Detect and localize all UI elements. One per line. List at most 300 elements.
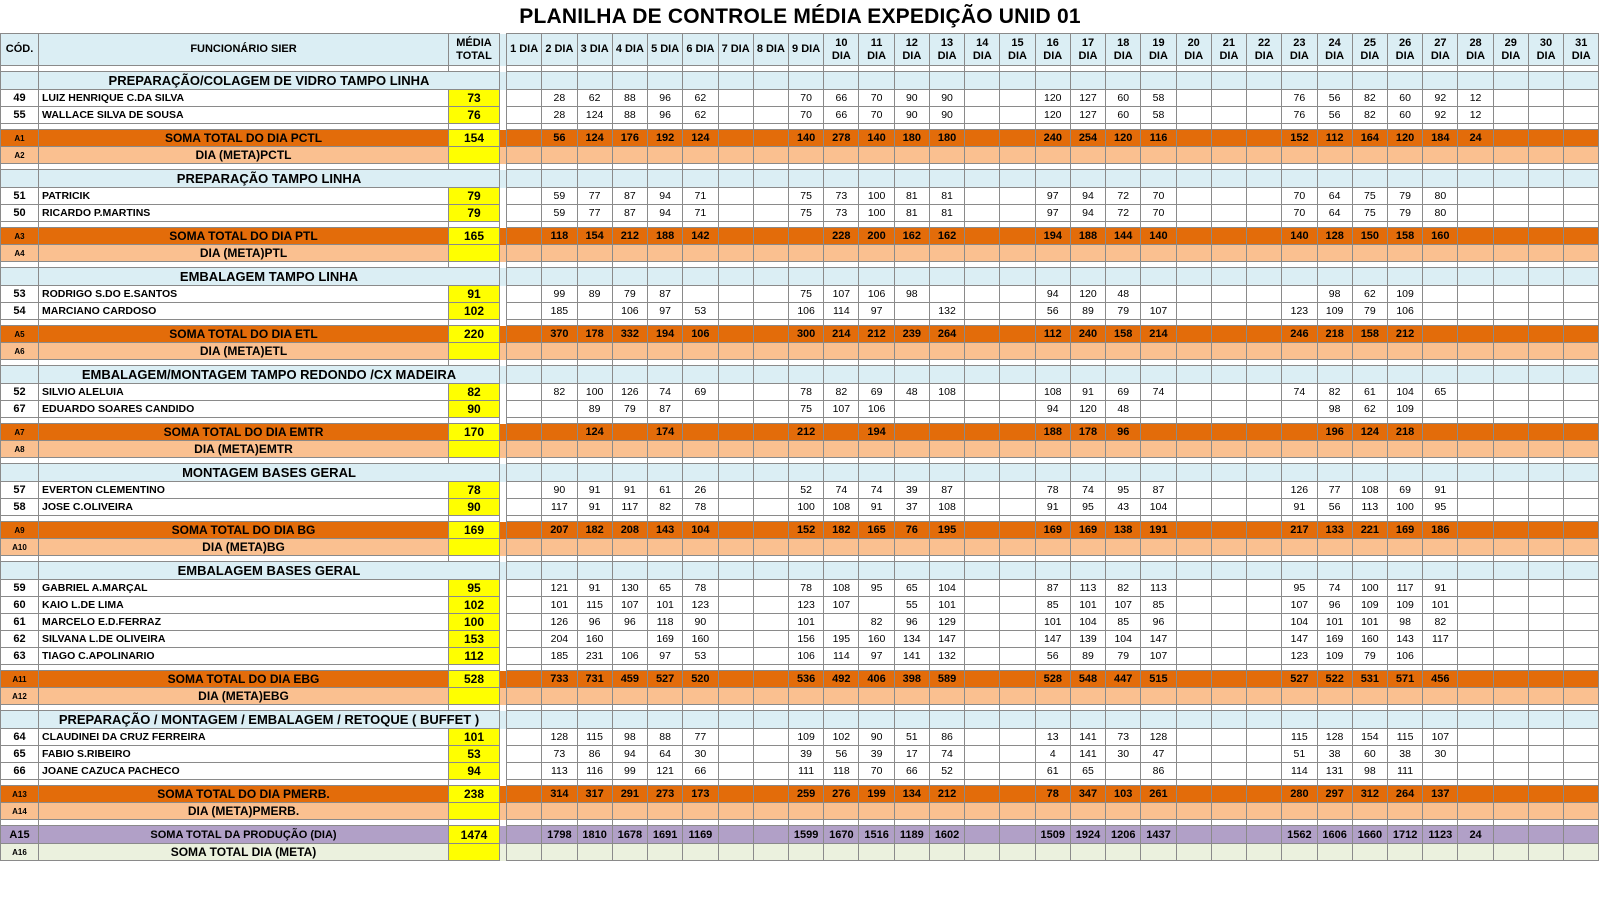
employee-day-17[interactable]: 101 (1070, 597, 1105, 614)
employee-day-27[interactable]: 65 (1423, 384, 1458, 401)
employee-day-11[interactable]: 100 (859, 188, 894, 205)
sum-total-day-28[interactable] (1458, 786, 1493, 803)
employee-day-22[interactable] (1247, 188, 1282, 205)
employee-day-25[interactable]: 60 (1352, 746, 1387, 763)
sum-total-label[interactable]: SOMA TOTAL DO DIA ETL (39, 326, 449, 343)
employee-day-27[interactable]: 107 (1423, 729, 1458, 746)
meta-day-day-6[interactable] (683, 441, 718, 458)
employee-day-19[interactable]: 147 (1141, 631, 1176, 648)
sum-total-day-2[interactable] (542, 424, 577, 441)
sum-total-day-20[interactable] (1176, 228, 1211, 245)
employee-day-27[interactable] (1423, 303, 1458, 320)
sum-total-cod[interactable]: A13 (1, 786, 39, 803)
sum-total-day-8[interactable] (753, 228, 788, 245)
employee-day-6[interactable]: 66 (683, 763, 718, 780)
meta-day-label[interactable]: DIA (META)EMTR (39, 441, 449, 458)
sum-total-day-13[interactable]: 264 (929, 326, 964, 343)
sum-total-day-19[interactable]: 116 (1141, 130, 1176, 147)
sum-total-day-27[interactable]: 184 (1423, 130, 1458, 147)
meta-day-day-3[interactable] (577, 803, 612, 820)
employee-day-28[interactable] (1458, 499, 1493, 516)
employee-day-12[interactable]: 55 (894, 597, 929, 614)
employee-day-8[interactable] (753, 401, 788, 418)
employee-day-12[interactable]: 48 (894, 384, 929, 401)
employee-day-14[interactable] (965, 729, 1000, 746)
sum-total-day-27[interactable] (1423, 326, 1458, 343)
employee-day-18[interactable]: 82 (1106, 580, 1141, 597)
meta-total-day-24[interactable] (1317, 844, 1352, 861)
employee-day-3[interactable]: 91 (577, 580, 612, 597)
employee-day-8[interactable] (753, 729, 788, 746)
sum-total-day-7[interactable] (718, 326, 753, 343)
employee-day-14[interactable] (965, 205, 1000, 222)
employee-day-4[interactable]: 94 (612, 746, 647, 763)
sum-total-day-25[interactable]: 221 (1352, 522, 1387, 539)
employee-day-31[interactable] (1564, 729, 1599, 746)
employee-day-26[interactable]: 106 (1387, 303, 1422, 320)
meta-day-day-1[interactable] (507, 539, 542, 556)
sum-total-day-4[interactable]: 212 (612, 228, 647, 245)
employee-day-25[interactable]: 100 (1352, 580, 1387, 597)
employee-day-6[interactable]: 62 (683, 90, 718, 107)
meta-day-day-9[interactable] (789, 688, 824, 705)
meta-day-day-24[interactable] (1317, 539, 1352, 556)
sum-total-day-11[interactable]: 200 (859, 228, 894, 245)
employee-day-1[interactable] (507, 614, 542, 631)
meta-day-day-16[interactable] (1035, 539, 1070, 556)
employee-day-28[interactable] (1458, 384, 1493, 401)
employee-day-16[interactable]: 4 (1035, 746, 1070, 763)
production-total-day-23[interactable]: 1562 (1282, 826, 1317, 844)
employee-day-6[interactable]: 78 (683, 499, 718, 516)
employee-day-10[interactable]: 195 (824, 631, 859, 648)
meta-total-day-3[interactable] (577, 844, 612, 861)
meta-day-day-4[interactable] (612, 245, 647, 262)
sum-total-day-17[interactable]: 188 (1070, 228, 1105, 245)
employee-day-12[interactable]: 134 (894, 631, 929, 648)
employee-day-11[interactable]: 90 (859, 729, 894, 746)
employee-day-2[interactable] (542, 401, 577, 418)
employee-day-21[interactable] (1211, 107, 1246, 124)
employee-day-10[interactable]: 114 (824, 303, 859, 320)
employee-day-22[interactable] (1247, 205, 1282, 222)
meta-day-day-27[interactable] (1423, 688, 1458, 705)
meta-day-day-5[interactable] (648, 803, 683, 820)
meta-day-day-30[interactable] (1528, 688, 1563, 705)
employee-day-10[interactable]: 107 (824, 597, 859, 614)
employee-day-2[interactable]: 73 (542, 746, 577, 763)
sum-total-day-2[interactable]: 733 (542, 671, 577, 688)
employee-day-24[interactable]: 109 (1317, 303, 1352, 320)
sum-total-day-24[interactable]: 522 (1317, 671, 1352, 688)
employee-day-6[interactable]: 30 (683, 746, 718, 763)
sum-total-day-23[interactable]: 527 (1282, 671, 1317, 688)
sum-total-day-31[interactable] (1564, 130, 1599, 147)
employee-day-14[interactable] (965, 482, 1000, 499)
meta-day-day-2[interactable] (542, 803, 577, 820)
employee-media-total[interactable]: 102 (449, 597, 500, 614)
employee-day-2[interactable]: 59 (542, 205, 577, 222)
production-total-day-14[interactable] (965, 826, 1000, 844)
employee-day-13[interactable]: 81 (929, 205, 964, 222)
sum-total-day-18[interactable]: 103 (1106, 786, 1141, 803)
employee-day-16[interactable]: 97 (1035, 205, 1070, 222)
meta-day-day-9[interactable] (789, 803, 824, 820)
employee-day-31[interactable] (1564, 631, 1599, 648)
meta-day-day-20[interactable] (1176, 343, 1211, 360)
sum-total-day-7[interactable] (718, 130, 753, 147)
employee-day-11[interactable]: 91 (859, 499, 894, 516)
employee-day-29[interactable] (1493, 384, 1528, 401)
employee-day-4[interactable]: 87 (612, 205, 647, 222)
employee-day-10[interactable]: 107 (824, 401, 859, 418)
meta-day-day-7[interactable] (718, 688, 753, 705)
employee-day-11[interactable]: 82 (859, 614, 894, 631)
sum-total-day-4[interactable]: 291 (612, 786, 647, 803)
employee-cod[interactable]: 49 (1, 90, 39, 107)
employee-day-14[interactable] (965, 597, 1000, 614)
meta-day-cod[interactable]: A2 (1, 147, 39, 164)
production-total-day-7[interactable] (718, 826, 753, 844)
employee-day-18[interactable]: 48 (1106, 286, 1141, 303)
sum-total-day-17[interactable]: 178 (1070, 424, 1105, 441)
sum-total-day-23[interactable] (1282, 424, 1317, 441)
employee-day-6[interactable]: 53 (683, 648, 718, 665)
employee-day-8[interactable] (753, 648, 788, 665)
sum-total-day-31[interactable] (1564, 326, 1599, 343)
production-total-day-30[interactable] (1528, 826, 1563, 844)
employee-day-10[interactable]: 108 (824, 580, 859, 597)
employee-day-31[interactable] (1564, 286, 1599, 303)
employee-day-24[interactable]: 101 (1317, 614, 1352, 631)
employee-day-21[interactable] (1211, 580, 1246, 597)
meta-day-day-14[interactable] (965, 539, 1000, 556)
employee-name[interactable]: CLAUDINEI DA CRUZ FERREIRA (39, 729, 449, 746)
employee-cod[interactable]: 60 (1, 597, 39, 614)
meta-day-cod[interactable]: A4 (1, 245, 39, 262)
meta-day-day-23[interactable] (1282, 803, 1317, 820)
employee-day-25[interactable]: 98 (1352, 763, 1387, 780)
employee-day-31[interactable] (1564, 107, 1599, 124)
meta-day-day-8[interactable] (753, 343, 788, 360)
sum-total-day-5[interactable]: 143 (648, 522, 683, 539)
sum-total-day-26[interactable]: 264 (1387, 786, 1422, 803)
production-total-day-19[interactable]: 1437 (1141, 826, 1176, 844)
employee-cod[interactable]: 53 (1, 286, 39, 303)
sum-total-day-30[interactable] (1528, 424, 1563, 441)
employee-day-19[interactable]: 96 (1141, 614, 1176, 631)
meta-day-day-16[interactable] (1035, 803, 1070, 820)
meta-total-day-21[interactable] (1211, 844, 1246, 861)
employee-day-16[interactable]: 85 (1035, 597, 1070, 614)
employee-day-14[interactable] (965, 401, 1000, 418)
meta-day-day-23[interactable] (1282, 688, 1317, 705)
employee-day-19[interactable]: 104 (1141, 499, 1176, 516)
employee-day-10[interactable] (824, 614, 859, 631)
employee-day-23[interactable]: 91 (1282, 499, 1317, 516)
employee-day-10[interactable]: 56 (824, 746, 859, 763)
meta-day-day-4[interactable] (612, 441, 647, 458)
sum-total-day-31[interactable] (1564, 786, 1599, 803)
employee-cod[interactable]: 63 (1, 648, 39, 665)
employee-day-31[interactable] (1564, 746, 1599, 763)
employee-name[interactable]: MARCELO E.D.FERRAZ (39, 614, 449, 631)
employee-day-5[interactable]: 96 (648, 90, 683, 107)
sum-total-day-29[interactable] (1493, 228, 1528, 245)
employee-day-3[interactable]: 160 (577, 631, 612, 648)
meta-day-day-6[interactable] (683, 688, 718, 705)
employee-day-3[interactable]: 115 (577, 729, 612, 746)
employee-day-13[interactable] (929, 401, 964, 418)
employee-day-30[interactable] (1528, 107, 1563, 124)
meta-day-day-14[interactable] (965, 803, 1000, 820)
sum-total-day-2[interactable]: 56 (542, 130, 577, 147)
sum-total-day-14[interactable] (965, 326, 1000, 343)
employee-day-11[interactable]: 160 (859, 631, 894, 648)
employee-day-19[interactable] (1141, 401, 1176, 418)
employee-day-6[interactable]: 160 (683, 631, 718, 648)
employee-day-10[interactable]: 114 (824, 648, 859, 665)
sum-total-day-8[interactable] (753, 130, 788, 147)
meta-day-day-22[interactable] (1247, 441, 1282, 458)
employee-day-16[interactable]: 120 (1035, 107, 1070, 124)
sum-total-day-20[interactable] (1176, 522, 1211, 539)
employee-day-29[interactable] (1493, 597, 1528, 614)
meta-day-day-2[interactable] (542, 688, 577, 705)
sum-total-day-9[interactable]: 140 (789, 130, 824, 147)
meta-day-day-15[interactable] (1000, 343, 1035, 360)
meta-day-day-27[interactable] (1423, 147, 1458, 164)
employee-day-8[interactable] (753, 499, 788, 516)
employee-day-23[interactable]: 147 (1282, 631, 1317, 648)
employee-day-5[interactable]: 97 (648, 303, 683, 320)
employee-day-25[interactable]: 82 (1352, 107, 1387, 124)
employee-day-11[interactable]: 100 (859, 205, 894, 222)
sum-total-day-7[interactable] (718, 671, 753, 688)
meta-day-day-23[interactable] (1282, 539, 1317, 556)
sum-total-day-24[interactable]: 112 (1317, 130, 1352, 147)
meta-total-media[interactable] (449, 844, 500, 861)
employee-day-16[interactable]: 56 (1035, 648, 1070, 665)
employee-day-10[interactable]: 73 (824, 188, 859, 205)
sum-total-day-14[interactable] (965, 228, 1000, 245)
employee-day-13[interactable]: 87 (929, 482, 964, 499)
sum-total-day-11[interactable]: 194 (859, 424, 894, 441)
employee-day-14[interactable] (965, 648, 1000, 665)
meta-day-day-11[interactable] (859, 343, 894, 360)
employee-day-17[interactable]: 89 (1070, 303, 1105, 320)
meta-day-day-31[interactable] (1564, 441, 1599, 458)
meta-day-day-19[interactable] (1141, 343, 1176, 360)
meta-day-day-24[interactable] (1317, 343, 1352, 360)
employee-day-31[interactable] (1564, 648, 1599, 665)
meta-day-day-31[interactable] (1564, 147, 1599, 164)
employee-day-13[interactable] (929, 286, 964, 303)
employee-name[interactable]: KAIO L.DE LIMA (39, 597, 449, 614)
employee-day-22[interactable] (1247, 401, 1282, 418)
employee-day-26[interactable]: 60 (1387, 107, 1422, 124)
sum-total-day-10[interactable]: 182 (824, 522, 859, 539)
meta-day-day-18[interactable] (1106, 343, 1141, 360)
employee-day-23[interactable]: 74 (1282, 384, 1317, 401)
sum-total-day-31[interactable] (1564, 671, 1599, 688)
sum-total-day-10[interactable]: 492 (824, 671, 859, 688)
employee-day-9[interactable]: 70 (789, 107, 824, 124)
sum-total-day-20[interactable] (1176, 671, 1211, 688)
employee-day-16[interactable]: 91 (1035, 499, 1070, 516)
production-total-day-13[interactable]: 1602 (929, 826, 964, 844)
sum-total-media[interactable]: 170 (449, 424, 500, 441)
meta-day-day-21[interactable] (1211, 343, 1246, 360)
employee-day-22[interactable] (1247, 648, 1282, 665)
meta-total-day-17[interactable] (1070, 844, 1105, 861)
employee-day-17[interactable]: 65 (1070, 763, 1105, 780)
sum-total-day-5[interactable]: 194 (648, 326, 683, 343)
employee-day-2[interactable]: 59 (542, 188, 577, 205)
employee-day-11[interactable]: 39 (859, 746, 894, 763)
employee-day-31[interactable] (1564, 401, 1599, 418)
meta-total-day-13[interactable] (929, 844, 964, 861)
employee-day-26[interactable]: 106 (1387, 648, 1422, 665)
meta-day-day-8[interactable] (753, 803, 788, 820)
meta-day-day-14[interactable] (965, 441, 1000, 458)
employee-day-27[interactable]: 117 (1423, 631, 1458, 648)
employee-day-29[interactable] (1493, 303, 1528, 320)
employee-day-21[interactable] (1211, 499, 1246, 516)
employee-day-12[interactable]: 96 (894, 614, 929, 631)
employee-day-15[interactable] (1000, 729, 1035, 746)
employee-day-30[interactable] (1528, 746, 1563, 763)
employee-day-4[interactable]: 117 (612, 499, 647, 516)
sum-total-day-9[interactable]: 536 (789, 671, 824, 688)
meta-day-day-28[interactable] (1458, 147, 1493, 164)
employee-day-6[interactable]: 69 (683, 384, 718, 401)
meta-total-day-16[interactable] (1035, 844, 1070, 861)
meta-day-day-10[interactable] (824, 245, 859, 262)
sum-total-day-20[interactable] (1176, 424, 1211, 441)
employee-media-total[interactable]: 95 (449, 580, 500, 597)
meta-day-day-5[interactable] (648, 343, 683, 360)
employee-day-12[interactable] (894, 303, 929, 320)
sum-total-day-20[interactable] (1176, 130, 1211, 147)
employee-day-4[interactable]: 130 (612, 580, 647, 597)
employee-day-12[interactable]: 98 (894, 286, 929, 303)
employee-day-28[interactable] (1458, 482, 1493, 499)
employee-day-23[interactable]: 51 (1282, 746, 1317, 763)
meta-total-label[interactable]: SOMA TOTAL DIA (META) (39, 844, 449, 861)
employee-day-7[interactable] (718, 597, 753, 614)
meta-day-day-30[interactable] (1528, 147, 1563, 164)
meta-total-day-30[interactable] (1528, 844, 1563, 861)
employee-day-1[interactable] (507, 597, 542, 614)
meta-day-day-28[interactable] (1458, 688, 1493, 705)
sum-total-day-4[interactable]: 208 (612, 522, 647, 539)
employee-day-22[interactable] (1247, 597, 1282, 614)
employee-day-21[interactable] (1211, 746, 1246, 763)
meta-day-day-9[interactable] (789, 441, 824, 458)
employee-day-29[interactable] (1493, 580, 1528, 597)
employee-day-1[interactable] (507, 286, 542, 303)
employee-day-8[interactable] (753, 303, 788, 320)
employee-day-16[interactable]: 120 (1035, 90, 1070, 107)
sum-total-cod[interactable]: A11 (1, 671, 39, 688)
sum-total-day-26[interactable]: 571 (1387, 671, 1422, 688)
employee-day-7[interactable] (718, 303, 753, 320)
production-total-cod[interactable]: A15 (1, 826, 39, 844)
employee-day-10[interactable]: 66 (824, 107, 859, 124)
meta-day-day-31[interactable] (1564, 343, 1599, 360)
meta-day-day-29[interactable] (1493, 245, 1528, 262)
meta-day-cod[interactable]: A10 (1, 539, 39, 556)
employee-day-9[interactable]: 75 (789, 286, 824, 303)
meta-day-day-25[interactable] (1352, 688, 1387, 705)
employee-day-11[interactable]: 70 (859, 107, 894, 124)
employee-day-10[interactable]: 82 (824, 384, 859, 401)
employee-name[interactable]: EDUARDO SOARES CANDIDO (39, 401, 449, 418)
meta-day-day-6[interactable] (683, 803, 718, 820)
employee-day-26[interactable]: 111 (1387, 763, 1422, 780)
sum-total-day-13[interactable]: 212 (929, 786, 964, 803)
meta-day-day-30[interactable] (1528, 343, 1563, 360)
employee-day-9[interactable]: 78 (789, 580, 824, 597)
meta-day-day-17[interactable] (1070, 343, 1105, 360)
meta-day-day-11[interactable] (859, 539, 894, 556)
employee-day-16[interactable]: 78 (1035, 482, 1070, 499)
meta-total-day-1[interactable] (507, 844, 542, 861)
meta-day-day-29[interactable] (1493, 539, 1528, 556)
sum-total-day-18[interactable]: 120 (1106, 130, 1141, 147)
employee-day-18[interactable]: 73 (1106, 729, 1141, 746)
sum-total-day-28[interactable] (1458, 522, 1493, 539)
employee-day-12[interactable]: 65 (894, 580, 929, 597)
employee-day-15[interactable] (1000, 205, 1035, 222)
employee-day-27[interactable]: 80 (1423, 205, 1458, 222)
meta-day-day-11[interactable] (859, 147, 894, 164)
meta-day-media[interactable] (449, 147, 500, 164)
employee-day-23[interactable]: 70 (1282, 188, 1317, 205)
employee-day-19[interactable]: 85 (1141, 597, 1176, 614)
employee-day-28[interactable] (1458, 729, 1493, 746)
meta-total-day-4[interactable] (612, 844, 647, 861)
employee-day-16[interactable]: 94 (1035, 286, 1070, 303)
meta-day-day-6[interactable] (683, 245, 718, 262)
employee-day-3[interactable]: 91 (577, 482, 612, 499)
meta-day-day-25[interactable] (1352, 803, 1387, 820)
meta-day-cod[interactable]: A8 (1, 441, 39, 458)
employee-day-28[interactable] (1458, 303, 1493, 320)
meta-day-media[interactable] (449, 803, 500, 820)
employee-day-25[interactable]: 101 (1352, 614, 1387, 631)
sum-total-day-20[interactable] (1176, 786, 1211, 803)
employee-day-30[interactable] (1528, 90, 1563, 107)
employee-day-8[interactable] (753, 631, 788, 648)
sum-total-day-8[interactable] (753, 326, 788, 343)
sum-total-day-17[interactable]: 169 (1070, 522, 1105, 539)
employee-day-21[interactable] (1211, 401, 1246, 418)
meta-day-day-1[interactable] (507, 441, 542, 458)
employee-day-31[interactable] (1564, 499, 1599, 516)
employee-day-24[interactable]: 56 (1317, 90, 1352, 107)
meta-day-day-25[interactable] (1352, 147, 1387, 164)
production-total-label[interactable]: SOMA TOTAL DA PRODUÇÃO (DIA) (39, 826, 449, 844)
employee-day-15[interactable] (1000, 631, 1035, 648)
employee-day-7[interactable] (718, 499, 753, 516)
meta-day-day-27[interactable] (1423, 245, 1458, 262)
employee-day-1[interactable] (507, 107, 542, 124)
employee-day-6[interactable]: 90 (683, 614, 718, 631)
meta-day-day-13[interactable] (929, 245, 964, 262)
meta-day-day-31[interactable] (1564, 688, 1599, 705)
